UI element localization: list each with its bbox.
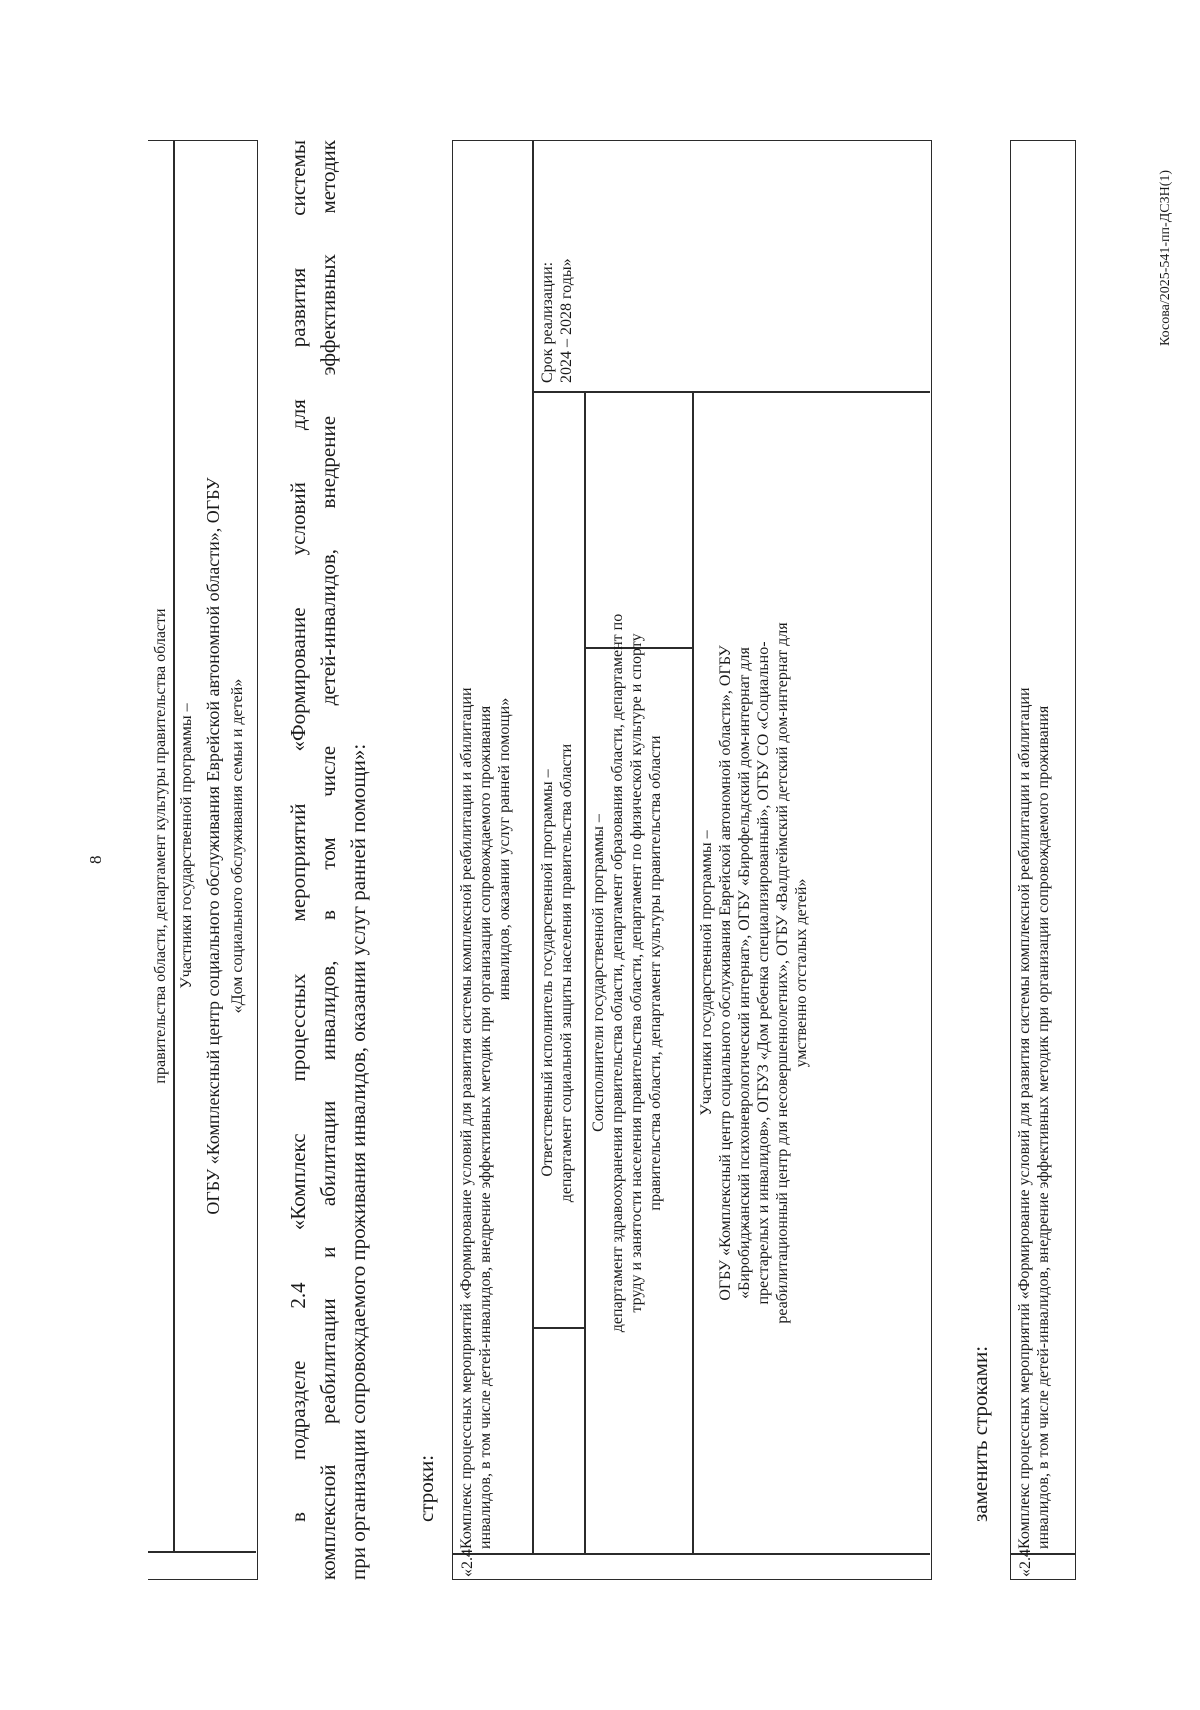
participants-line: «Дом социального обслуживания семьи и детей» (229, 678, 246, 1014)
new-rows-table (1010, 140, 1076, 1580)
row-number: «2.4 (459, 1549, 476, 1577)
top-table (148, 140, 258, 1580)
participants-heading: Участники государственной программы – (178, 703, 195, 989)
intro-line: при организации сопровождаемого проживания инвалидов, оказании услуг ранней помощи»: (346, 743, 370, 1580)
program-participants: Участники государственной программы – ОГБУ «Комплексный центр социального обслуживания Еврейской автономной области», ОГБУ «Биробиджанский психоневрологический интернат», ОГБУ «Бирофельдский дом-интернат для престарелых и инвалидов», ОГБУЗ «Дом ребенка специализированный», ОГБУ СО «Социально- реабилитационный центр для несовершеннолетних», ОГБУ «Валдгеймский детский дом-интернат для умственно отсталых детей» (698, 622, 810, 1324)
co-executors: Соисполнители государственной программы – департамент здравоохранения правительства области, департамент образования области, департамент по труду и занятости населения правительства области, департамент по физической культуре и спорту правительства области, департамент культуры правительства области (590, 613, 664, 1333)
program-title: Комплекс процессных мероприятий «Формирование условий для развития системы комплексной реабилитации и абилитации инвалидов, в том числе детей-инвалидов, внедрение эффективных методик при организации сопровождаемого проживания инвалидов, оказании услуг ранней помощи» (458, 687, 513, 1549)
label-replace: заменить строками: (968, 1345, 992, 1522)
top-table-row-text: правительства области, департамент культуры правительства области (152, 608, 169, 1084)
program-title: Комплекс процессных мероприятий «Формирование условий для развития системы комплексной реабилитации и абилитации инвалидов, в том числе детей-инвалидов, внедрение эффективных методик при организации сопровождаемого проживания (1016, 687, 1052, 1549)
intro-line: комплексной реабилитации и абилитации инвалидов, в том числе детей-инвалидов, внедрение эффективных методик (316, 140, 340, 1580)
row-number: «2.4 (1017, 1549, 1034, 1577)
responsible-executor: Ответственный исполнитель государственной программы – департамент социальной защиты населения правительства области (539, 743, 575, 1203)
footer-code: Косова/2025-541-пп-ДСЗН(1) (1158, 169, 1173, 346)
intro-paragraph (283, 140, 373, 1580)
participants-line: ОГБУ «Комплексный центр социального обслуживания Еврейской автономной области», ОГБУ (203, 477, 223, 1215)
old-rows-table (452, 140, 932, 1580)
label-rows: строки: (414, 1454, 438, 1522)
implementation-term: Срок реализации: 2024 – 2028 годы» (539, 258, 575, 383)
page-number: 8 (86, 855, 105, 864)
intro-line: в подразделе 2.4 «Комплекс процессных мероприятий «Формирование условий для развития системы (286, 140, 310, 1522)
